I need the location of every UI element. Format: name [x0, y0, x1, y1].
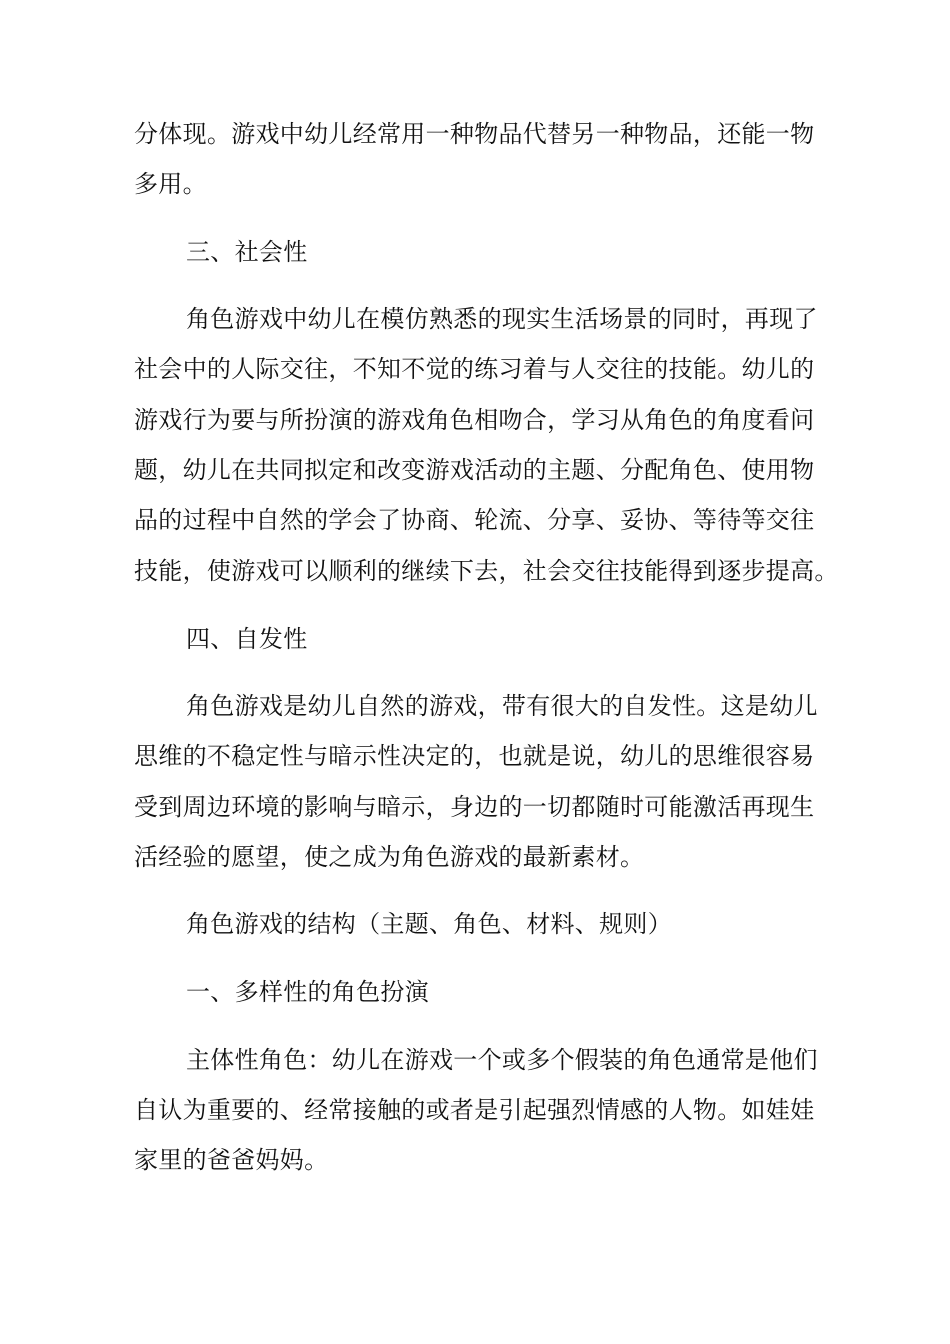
paragraph-line: 受到周边环境的影响与暗示，身边的一切都随时可能激活再现生 [134, 793, 815, 821]
section-heading: 角色游戏的结构（主题、角色、材料、规则） [186, 910, 672, 938]
paragraph-line: 品的过程中自然的学会了协商、轮流、分享、妥协、等待等交往 [134, 506, 815, 534]
paragraph-line: 分体现。游戏中幼儿经常用一种物品代替另一种物品，还能一物 [134, 120, 815, 148]
paragraph-line: 多用。 [134, 170, 207, 198]
paragraph-line: 角色游戏中幼儿在模仿熟悉的现实生活场景的同时，再现了 [186, 305, 818, 333]
paragraph-line: 家里的爸爸妈妈。 [134, 1146, 329, 1174]
section-heading: 一、多样性的角色扮演 [186, 978, 429, 1006]
paragraph-line: 活经验的愿望，使之成为角色游戏的最新素材。 [134, 843, 645, 871]
paragraph-line: 思维的不稳定性与暗示性决定的，也就是说，幼儿的思维很容易 [134, 742, 815, 770]
section-heading: 三、社会性 [186, 238, 308, 266]
paragraph-line: 自认为重要的、经常接触的或者是引起强烈情感的人物。如娃娃 [134, 1096, 815, 1124]
section-heading: 四、自发性 [186, 625, 308, 653]
paragraph-line: 游戏行为要与所扮演的游戏角色相吻合，学习从角色的角度看问 [134, 406, 815, 434]
paragraph-line: 主体性角色：幼儿在游戏一个或多个假装的角色通常是他们 [186, 1046, 818, 1074]
paragraph-line: 社会中的人际交往，不知不觉的练习着与人交往的技能。幼儿的 [134, 355, 815, 383]
paragraph-line: 技能，使游戏可以顺利的继续下去，社会交往技能得到逐步提高。 [134, 557, 839, 585]
paragraph-line: 角色游戏是幼儿自然的游戏，带有很大的自发性。这是幼儿 [186, 692, 818, 720]
paragraph-line: 题，幼儿在共同拟定和改变游戏活动的主题、分配角色、使用物 [134, 456, 815, 484]
